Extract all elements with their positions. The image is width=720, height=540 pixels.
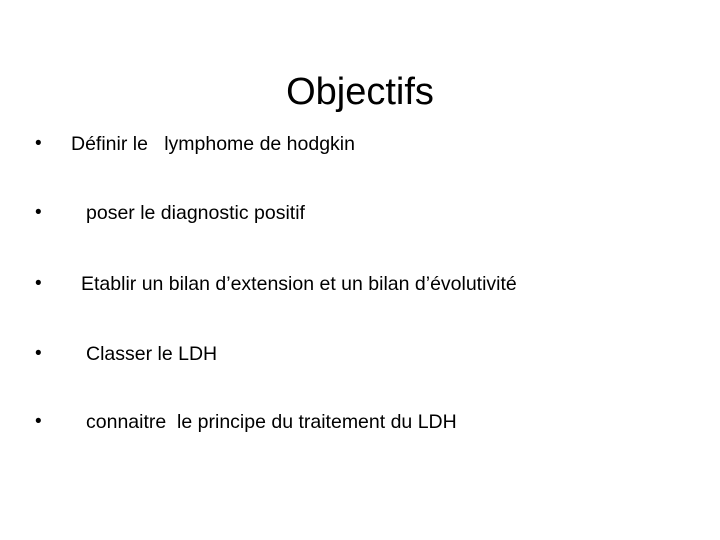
- bullet-item: [0, 270, 720, 298]
- bullet-icon: •: [35, 202, 42, 223]
- bullet-icon: •: [35, 273, 42, 294]
- bullet-icon: •: [35, 343, 42, 364]
- bullet-icon: •: [35, 411, 42, 432]
- slide-title: Objectifs: [286, 71, 434, 114]
- bullet-icon: •: [35, 133, 42, 154]
- bullet-item: [0, 408, 720, 436]
- bullet-text: poser le diagnostic positif: [86, 202, 305, 224]
- bullet-text: Définir le lymphome de hodgkin: [71, 133, 355, 155]
- bullet-text: Etablir un bilan d’extension et un bilan d’évolutivité: [81, 273, 517, 295]
- bullet-text: Classer le LDH: [86, 343, 218, 365]
- bullet-item: [0, 340, 720, 368]
- bullet-text: connaitre le principe du traitement du LDH: [86, 411, 457, 433]
- bullet-item: [0, 130, 720, 158]
- bullet-item: [0, 199, 720, 227]
